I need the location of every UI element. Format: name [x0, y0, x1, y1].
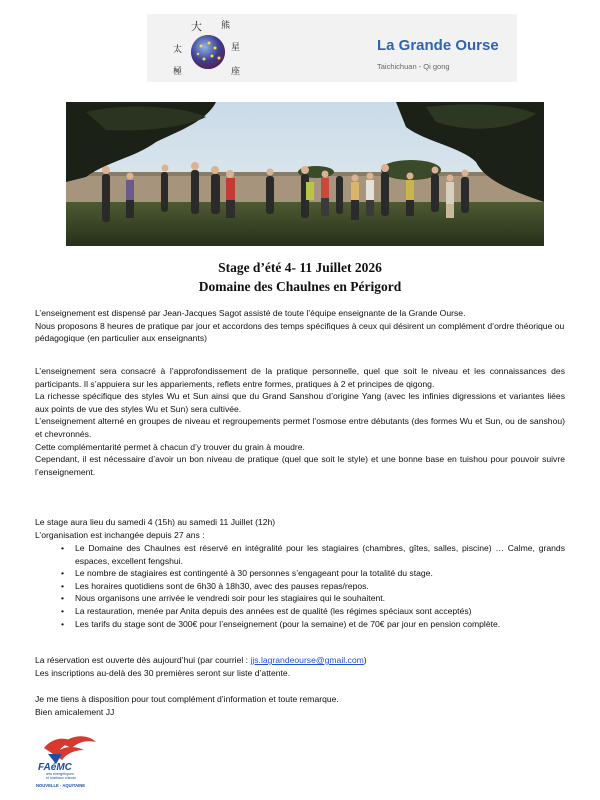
list-item-text: Le Domaine des Chaulnes est réservé en intégralité pour les stagiaires (chambres, gîtes, salles, piscine) … Calme, grands espaces, excellent fengshui.	[75, 543, 565, 566]
faemc-line-1: arts énergétiques	[46, 772, 74, 776]
bullet-icon: •	[61, 605, 65, 616]
list-item-text: Le nombre de stagiaires est contingenté à 30 personnes s’engageant pour la totalité du stage.	[75, 568, 433, 579]
calligraphy-char-5: 極	[173, 67, 183, 77]
region-label: NOUVELLE - AQUITAINE	[36, 783, 86, 788]
calligraphy-char-4: 星	[231, 43, 241, 53]
faemc-logo-icon	[34, 734, 102, 790]
intro-paragraph	[35, 307, 565, 345]
schedule-intro	[35, 516, 565, 541]
reservation-paragraph	[35, 654, 565, 679]
signature: Bien amicalement JJ	[35, 706, 115, 717]
bullet-icon: •	[61, 543, 65, 553]
calligraphy-char-1: 大	[191, 20, 202, 33]
list-item	[35, 567, 565, 580]
intro-line-1: L’enseignement est dispensé par Jean-Jacques Sagot assisté de toute l’équipe enseignante de la Grande Ourse.	[35, 308, 466, 318]
bullet-icon: •	[61, 593, 65, 604]
closing-line-1: Je me tiens à disposition pour tout complément d’information et toute remarque.	[35, 694, 339, 704]
list-item	[35, 618, 565, 631]
brand-title: La Grande Ourse	[377, 37, 499, 54]
header-logo-block	[147, 14, 517, 82]
calligraphy-char-2: 熊	[221, 21, 231, 31]
bullet-icon: •	[61, 568, 65, 579]
list-item-text: Les horaires quotidiens sont de 6h30 à 18h30, avec des pauses repas/repos.	[75, 580, 369, 591]
list-item-text: La restauration, menée par Anita depuis des années est de qualité (les régimes spéciaux sont acceptés)	[75, 605, 472, 616]
intro-line-2: Nous proposons 8 heures de pratique par jour et accordons des temps spécifiques à ceux qui désirent un complément d’ordre théorique ou pédagogique (en particulier aux enseignants)	[35, 320, 565, 344]
reservation-close: )	[363, 655, 367, 665]
content-line-5: Cependant, il est nécessaire d’avoir un bon niveau de pratique (quel que soit le style) et une bonne base en tuishou pour pouvoir suivre l’enseignement.	[35, 454, 565, 477]
brand-subtitle: Taichichuan - Qi gong	[377, 62, 450, 71]
list-item	[35, 542, 565, 567]
event-title: Stage d’été 4- 11 Juillet 2026	[218, 260, 382, 275]
faemc-wordmark: FAéMC	[38, 762, 72, 773]
content-paragraph	[35, 365, 565, 478]
bullet-icon: •	[61, 580, 65, 591]
calligraphy-char-6: 座	[231, 67, 241, 77]
schedule-dates: Le stage aura lieu du samedi 4 (15h) au samedi 11 Juillet (12h)	[35, 517, 276, 527]
list-item-text: Nous organisons une arrivée le vendredi soir pour les stagiaires qui le souhaitent.	[75, 593, 386, 604]
list-item	[35, 605, 565, 618]
waitlist-note: Les inscriptions au-delà des 30 premières seront sur liste d’attente.	[35, 667, 291, 678]
email-link[interactable]: jjs.lagrandeourse@gmail.com	[250, 655, 364, 665]
bullet-icon: •	[61, 618, 65, 629]
great-bear-logo-icon	[159, 18, 249, 78]
faemc-line-2: et martiaux chinois	[46, 776, 76, 780]
content-line-3: L’enseignement alterné en groupes de niveau et regroupements permet l’osmose entre débutants (des formes Wu et Sun, ou de sanshou) et chevronnés.	[35, 416, 565, 439]
list-item	[35, 580, 565, 593]
list-item	[35, 592, 565, 605]
group-practice-photo	[66, 102, 544, 246]
content-line-2: La richesse spécifique des styles Wu et Sun ainsi que du Grand Sanshou d’origine Yang (avec les infinies digressions et variantes liées aux points de vue des styles Wu et Sun) sera cultivée.	[35, 391, 565, 414]
organization-list	[35, 542, 565, 630]
list-item-text: Les tarifs du stage sont de 300€ pour l’enseignement (pour la semaine) et de 70€ par jour en pension complète.	[75, 618, 501, 629]
content-line-4: Cette complémentarité permet à chacun d’y trouver du grain à moudre.	[35, 441, 305, 452]
reservation-line	[35, 654, 565, 667]
closing-paragraph	[35, 693, 565, 718]
organization-intro: L’organisation est inchangée depuis 27 ans :	[35, 529, 205, 540]
reservation-text: La réservation est ouverte dès aujourd’hui (par courriel :	[35, 655, 251, 665]
event-location: Domaine des Chaulnes en Périgord	[198, 279, 402, 294]
content-line-1: L’enseignement sera consacré à l’approfondissement de la pratique personnelle, quel que soit le niveau et les connaissances des participants. Il s’appuiera sur les appariements, reflets entre formes, pratiques à 2 et principes de qigong.	[35, 366, 565, 389]
calligraphy-char-3: 太	[173, 45, 183, 55]
